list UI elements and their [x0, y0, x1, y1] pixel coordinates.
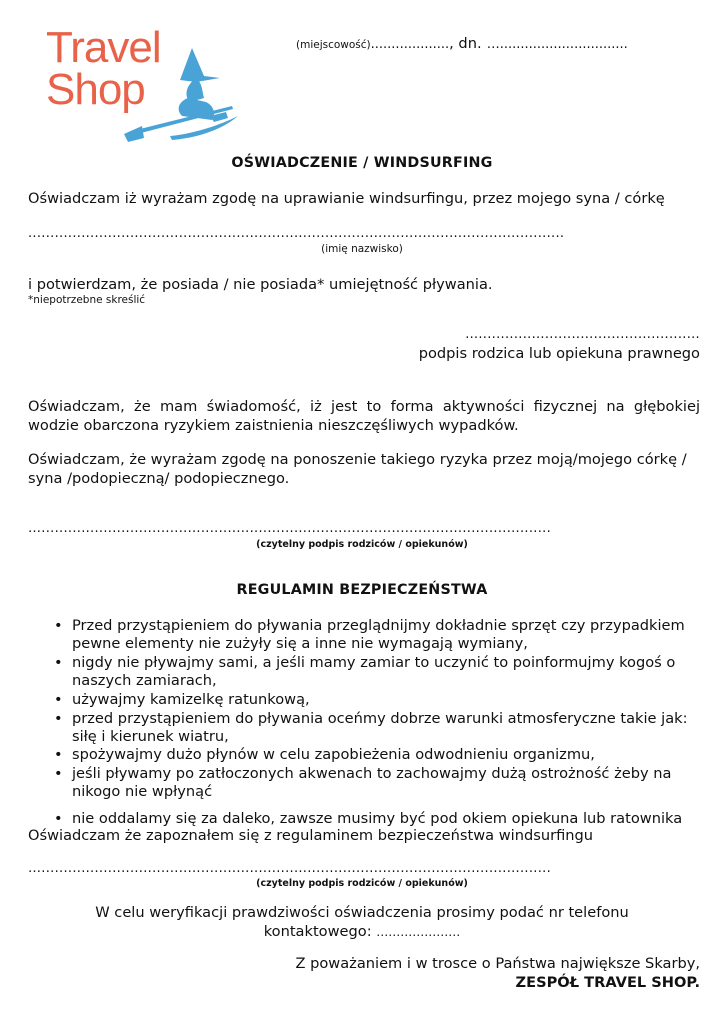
date-label: , dn. — [449, 35, 482, 52]
bullet-icon: • — [54, 809, 63, 827]
guardian-signature-caption-2: (czytelny podpis rodziców / opiekunów) — [256, 878, 468, 889]
logo-text-shop: Shop — [46, 65, 145, 114]
bullet-icon: • — [54, 653, 63, 671]
date-field[interactable]: …............................... — [486, 37, 628, 52]
list-item: • nigdy nie pływajmy sami, a jeśli mamy zamiar to uczynić to poinformujmy kogoś o naszych zamiarach, — [54, 653, 676, 690]
parent-signature-caption: podpis rodzica lub opiekuna prawnego — [418, 345, 700, 362]
guardian-signature-field-2[interactable]: …................................................................................................................... — [28, 861, 552, 876]
declaration-title: OŚWIADCZENIE / WINDSURFING — [231, 155, 493, 171]
safety-rules-title: REGULAMIN BEZPIECZEŃSTWA — [236, 582, 488, 598]
footnote: *niepotrzebne skreślić — [28, 294, 146, 306]
travel-shop-logo — [44, 23, 240, 144]
list-item: • używajmy kamizelkę ratunkową, — [54, 690, 310, 708]
bullet-icon: • — [54, 690, 63, 708]
guardian-signature-caption-1: (czytelny podpis rodziców / opiekunów) — [256, 539, 468, 550]
list-item: • Przed przystąpieniem do pływania przeglądnijmy dokładnie sprzęt czy przypadkiem pewne elementy nie zużyły się a inne nie wymagają wymiany, — [54, 617, 685, 653]
place-label: (miejscowość) — [296, 39, 371, 51]
bullet-icon: • — [54, 746, 63, 764]
bullet-icon: • — [54, 765, 63, 783]
phone-line — [0, 922, 724, 942]
risk-consent-paragraph: Oświadczam, że wyrażam zgodę na ponoszenie takiego ryzyka przez moją/mojego córkę / syna /podopieczną/ podopiecznego. — [28, 451, 687, 487]
closing-signature: ZESPÓŁ TRAVEL SHOP. — [515, 974, 700, 991]
bullet-icon: • — [54, 709, 63, 727]
place-date-line — [296, 33, 628, 52]
list-item: • przed przystąpieniem do pływania oceńmy dobrze warunki atmosferyczne takie jak: siłę i kierunek wiatru, — [54, 709, 688, 745]
safety-rules-list — [54, 617, 694, 828]
phone-request-text: W celu weryfikacji prawdziwości oświadczenia prosimy podać nr telefonu — [95, 904, 629, 921]
rules-acknowledgement: Oświadczam że zapoznałem się z regulaminem bezpieczeństwa windsurfingu — [28, 827, 594, 844]
parent-signature-field[interactable]: ….................................................. — [465, 327, 700, 342]
swim-ability-sentence: i potwierdzam, że posiada / nie posiada* umiejętność pływania. — [28, 276, 493, 293]
list-item: • spożywajmy dużo płynów w celu zapobieżenia odwodnieniu organizmu, — [54, 746, 595, 764]
consent-sentence: Oświadczam iż wyrażam zgodę na uprawianie windsurfingu, przez mojego syna / córkę — [28, 190, 665, 207]
list-item: • nie oddalamy się za daleko, zawsze musimy być pod okiem opiekuna lub ratownika — [54, 809, 683, 827]
bullet-icon: • — [54, 617, 63, 634]
witch-on-broom-windsurfing-icon — [122, 46, 242, 142]
closing-greeting: Z poważaniem i w trosce o Państwa największe Skarby, — [295, 955, 700, 972]
guardian-signature-field-1[interactable]: …................................................................................................................... — [28, 521, 552, 536]
risk-awareness-paragraph: Oświadczam, że mam świadomość, iż jest to forma aktywności fizycznej na głębokiej wodzie obarczona ryzykiem zaistnienia nieszczęśliwych wypadków. — [28, 398, 700, 434]
logo-text-travel: Travel — [46, 23, 161, 72]
child-name-caption: (imię nazwisko) — [321, 243, 403, 255]
list-item: • jeśli pływamy po zatłoczonych akwenach to zachowajmy dużą ostrożność żeby na nikogo nie wpłynąć — [54, 765, 672, 801]
phone-label: kontaktowego: — [263, 923, 372, 940]
phone-field[interactable]: ………………… — [376, 925, 461, 939]
child-name-field[interactable]: ......................................................................................................................... — [28, 226, 565, 241]
place-field[interactable]: ................... — [370, 37, 450, 52]
